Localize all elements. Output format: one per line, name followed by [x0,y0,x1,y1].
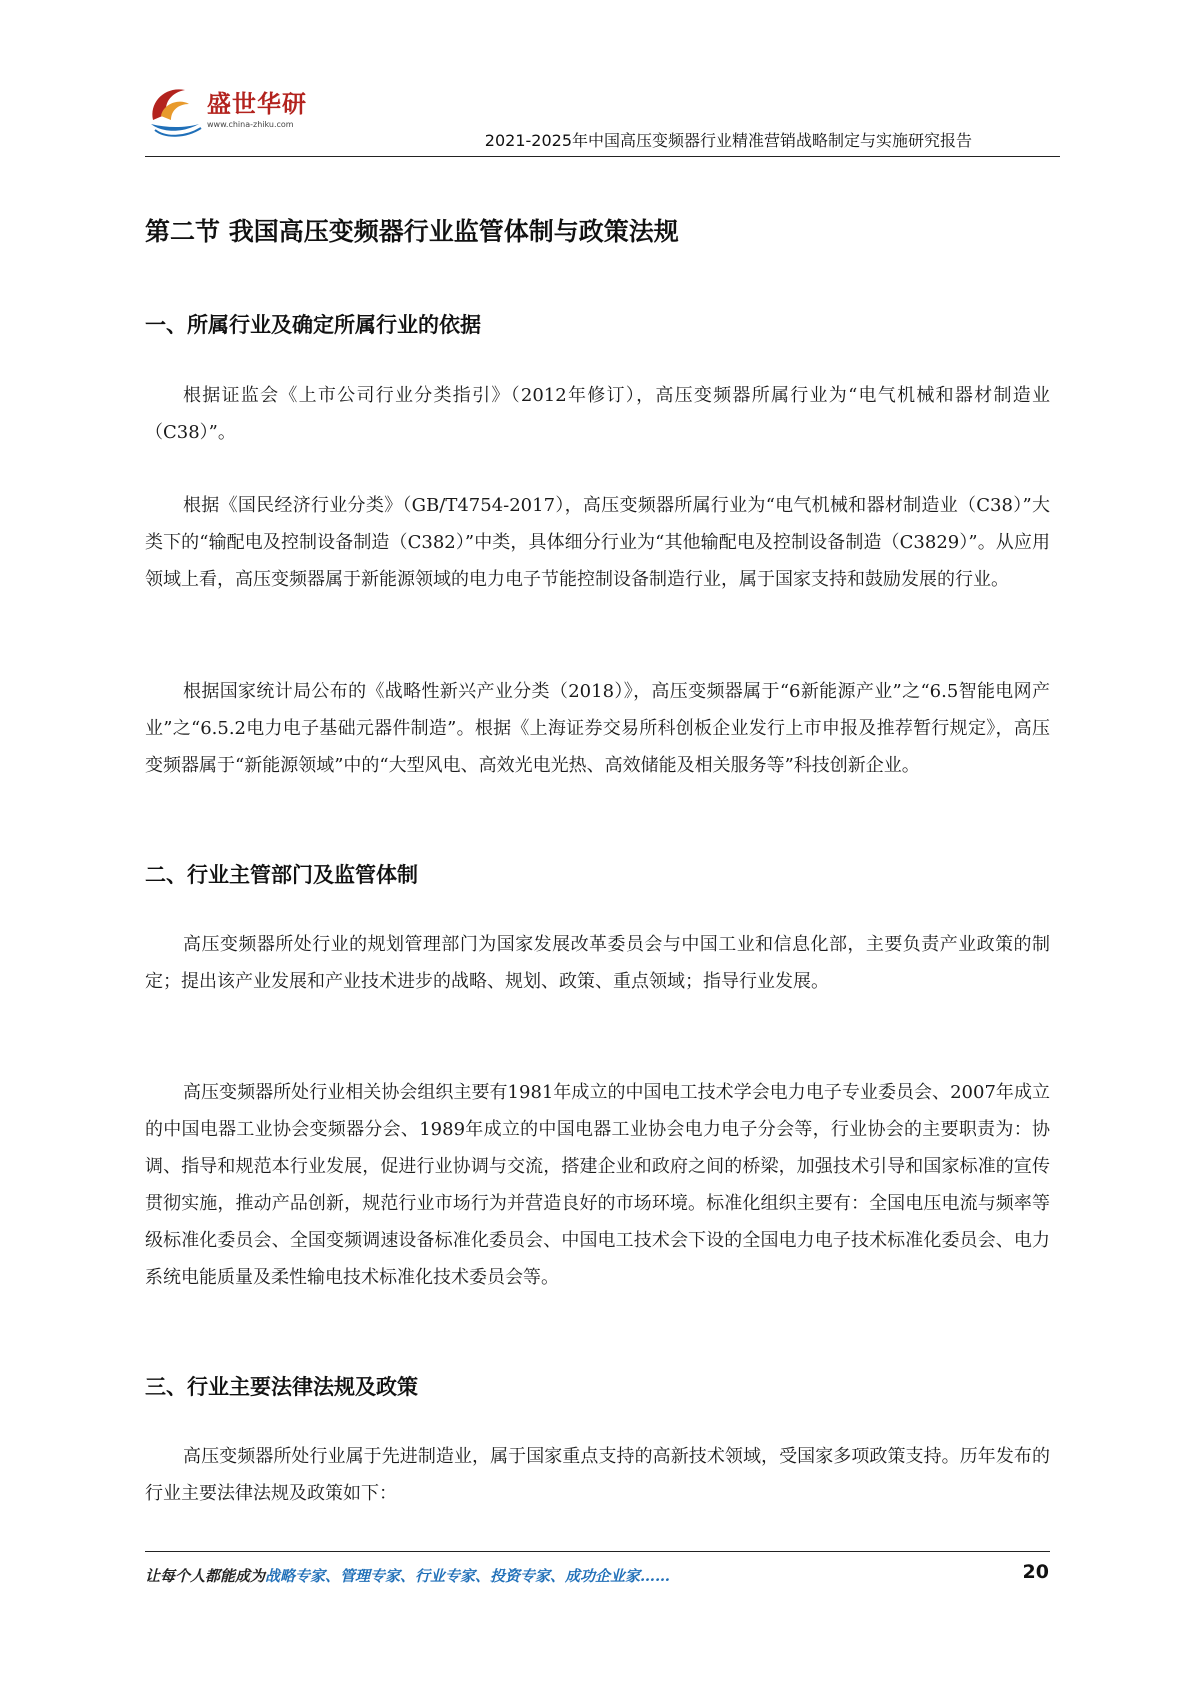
footer-slogan-highlight: 战略专家、管理专家、行业专家、投资专家、成功企业家…… [265,1567,671,1585]
paragraph-2-1: 高压变频器所处行业的规划管理部门为国家发展改革委员会与中国工业和信息化部，主要负责产业政策的制定；提出该产业发展和产业技术进步的战略、规划、政策、重点领域；指导行业发展。 [145,934,1050,992]
subsection-title-3: 三、行业主要法律法规及政策 [145,1375,418,1399]
subsection-title-2: 二、行业主管部门及监管体制 [145,863,418,887]
page-number: 20 [1022,1561,1049,1583]
paragraph-1-3: 根据国家统计局公布的《战略性新兴产业分类（2018）》，高压变频器属于“6新能源产业”之“6.5智能电网产业”之“6.5.2电力电子基础元器件制造”。根据《上海证券交易所科创板企业发行上市申报及推荐暂行规定》，高压变频器属于“新能源领域”中的“大型风电、高效光电光热、高效储能及相关服务等”科技创新企业。 [145,681,1050,776]
subsection-title-1: 一、所属行业及确定所属行业的依据 [145,313,481,337]
page-header [145,70,1060,158]
logo-name: 盛世华研 [207,90,307,118]
report-title: 2021-2025年中国高压变频器行业精准营销战略制定与实施研究报告 [484,131,972,150]
header-divider [145,156,1060,157]
logo-url: www.china-zhiku.com [207,120,294,129]
paragraph-3-1: 高压变频器所处行业属于先进制造业，属于国家重点支持的高新技术领域，受国家多项政策支持。历年发布的行业主要法律法规及政策如下： [145,1446,1050,1504]
paragraph-2-2: 高压变频器所处行业相关协会组织主要有1981年成立的中国电工技术学会电力电子专业委员会、2007年成立的中国电器工业协会变频器分会、1989年成立的中国电器工业协会电力电子分会等，行业协会的主要职责为：协调、指导和规范本行业发展，促进行业协调与交流，搭建企业和政府之间的桥梁，加强技术引导和国家标准的宣传贯彻实施，推动产品创新，规范行业市场行为并营造良好的市场环境。标准化组织主要有：全国电压电流与频率等级标准化委员会、全国变频调速设备标准化委员会、中国电工技术会下设的全国电力电子技术标准化委员会、电力系统电能质量及柔性输电技术标准化技术委员会等。 [145,1082,1050,1288]
footer-divider [145,1551,1050,1552]
logo-mark-icon [145,80,207,142]
company-logo [145,80,320,150]
footer-slogan-prefix: 让每个人都能成为 [145,1567,266,1585]
footer-slogan [145,1565,670,1586]
section-title: 第二节 我国高压变频器行业监管体制与政策法规 [145,217,679,246]
paragraph-1-2: 根据《国民经济行业分类》（GB/T4754-2017），高压变频器所属行业为“电气机械和器材制造业（C38）”大类下的“输配电及控制设备制造（C382）”中类，具体细分行业为“其他输配电及控制设备制造（C3829）”。从应用领域上看，高压变频器属于新能源领域的电力电子节能控制设备制造行业，属于国家支持和鼓励发展的行业。 [145,495,1050,590]
paragraph-1-1: 根据证监会《上市公司行业分类指引》（2012年修订），高压变频器所属行业为“电气机械和器材制造业（C38）”。 [145,385,1050,443]
